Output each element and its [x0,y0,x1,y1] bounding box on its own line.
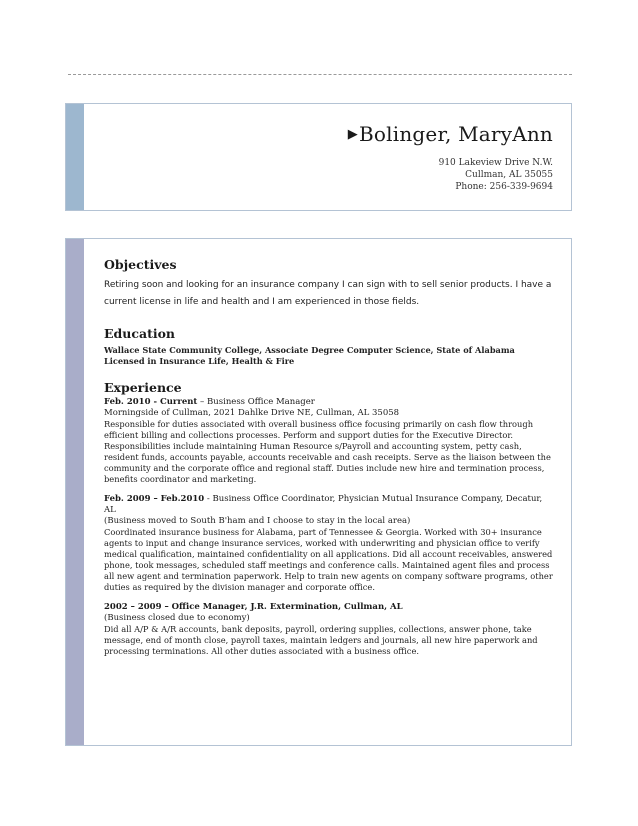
job-separator: – [197,397,208,407]
job-note-line: (Business moved to South B'ham and I choose to stay in the local area) [104,516,411,526]
contact-block [439,157,553,193]
job-entry-1 [104,397,556,485]
job-dates: Feb. 2009 – Feb.2010 [104,494,205,504]
job-separator: - [204,494,213,504]
address-line-2: Cullman, AL 35055 [465,170,553,180]
job-description: Responsible for duties associated with overall business office focusing primarily on cash flow through efficient billing and collections processes. Perform and support duties for the Executive Director. Responsibilities include maintaining Human Resource s/Payroll and accounting system, petty cash, resident funds, accounts payable, accounts receivable and cash receipts. Serve as the liaison between the community and the corporate office and regional staff. Duties include new hire and termination process, benefits coordinator and marketing. [104,419,551,484]
triangle-right-icon: ▶ [347,127,358,142]
header-accent-bar [66,104,84,210]
job-entry-3 [104,602,556,657]
header-panel [65,103,572,211]
experience-heading: Experience [104,380,182,395]
job-title-line [104,494,556,516]
job-description: Coordinated insurance business for Alabama, part of Tennessee & Georgia. Worked with 30+ insurance agents to input and change insurance services, worked with underwriting and physician office to verify medical qualification, maintained confidentiality on all applications. Did all account receivables, answered phone, took messages, scheduled staff meetings and conference calls. Maintained agent files and process all new agent and termination paperwork. Help to train new agents on company software programs, other duties as required by the division manager and corporate office. [104,527,553,592]
job-employer-line: Morningside of Cullman, 2021 Dahlke Drive NE, Cullman, AL 35058 [104,408,400,418]
job-title-line [104,397,556,408]
job-entry-2 [104,494,556,593]
education-heading: Education [104,326,176,341]
objectives-text: Retiring soon and looking for an insurance company I can sign with to sell senior products. I have a current license in life and health and I am experienced in those fields. [104,280,552,307]
job-note-line: (Business closed due to economy) [104,613,250,623]
phone-number: Phone: 256-339-9694 [455,182,553,192]
job-role: Business Office Coordinator, Physician Mutual Insurance Company, Decatur, AL [104,494,543,515]
page-divider [68,74,572,75]
resume-content [104,256,556,657]
education-text: Wallace State Community College, Associate Degree Computer Science, State of Alabama Licensed in Insurance Life, Health & Fire [104,345,515,366]
full-name: Bolinger, MaryAnn [359,122,553,146]
job-dates: Feb. 2010 - Current [104,397,198,407]
job-dates: 2002 – 2009 – Office Manager, J.R. Extermination, Cullman, AL [104,602,403,612]
body-accent-bar [66,239,84,745]
resume-body-panel [65,238,572,746]
job-title-line [104,602,556,613]
address-line-1: 910 Lakeview Drive N.W. [438,158,553,168]
job-description: Did all A/P & A/R accounts, bank deposits, payroll, ordering supplies, collections, answer phone, take message, end of month close, payroll taxes, maintain ledgers and journals, all new hire paperwork and processing terminations. All other duties associated with a business office. [104,624,538,656]
name-heading [348,122,553,146]
objectives-heading: Objectives [104,257,177,272]
job-role: Business Office Manager [207,397,315,407]
